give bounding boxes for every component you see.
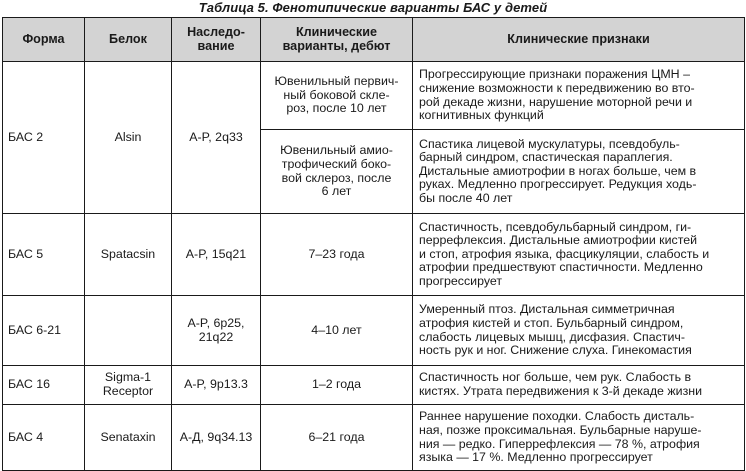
header-variants: Клинические варианты, дебют <box>261 18 413 62</box>
table-row <box>3 62 745 130</box>
cell-protein: Spatacsin <box>85 214 172 296</box>
table-row <box>3 366 745 405</box>
header-form: Форма <box>3 18 85 62</box>
cell-variant: 1–2 года <box>261 366 413 405</box>
cell-form: БАС 16 <box>3 366 85 405</box>
header-protein: Белок <box>85 18 172 62</box>
cell-protein: Senataxin <box>85 405 172 471</box>
table-row <box>3 405 745 471</box>
header-row <box>3 18 745 62</box>
cell-signs: Спастика лицевой мускулатуры, псевдобуль- барный синдром, спастическая параплегия. Дистальные амиотрофии в ногах больше, чем в руках. Медленно прогрессирует. Редукция ходь- бы после 40 лет <box>413 130 745 214</box>
header-inheritance: Наследо- вание <box>172 18 261 62</box>
cell-inheritance: A-P, 6p25, 21q22 <box>172 296 261 366</box>
cell-signs: Спастичность ног больше, чем рук. Слабость в кистях. Утрата передвижения к 3-й декаде жизни <box>413 366 745 405</box>
cell-variant: 7–23 года <box>261 214 413 296</box>
header-signs: Клинические признаки <box>413 18 745 62</box>
cell-variant: 6–21 года <box>261 405 413 471</box>
cell-form: БАС 2 <box>3 62 85 214</box>
cell-form: БАС 4 <box>3 405 85 471</box>
cell-inheritance: A-P, 15q21 <box>172 214 261 296</box>
cell-signs: Прогрессирующие признаки поражения ЦМН – снижение возможности к передвижению во вто- рой декаде жизни, нарушение моторной речи и когнитивных функций <box>413 62 745 130</box>
cell-inheritance: A-Д, 9q34.13 <box>172 405 261 471</box>
cell-signs: Раннее нарушение походки. Слабость дисталь- ная, позже проксимальная. Бульбарные наруше- ния — редко. Гиперрефлексия — 78 %, атрофия языка — 17 %. Медленно прогрессирует <box>413 405 745 471</box>
table-caption: Таблица 5. Фенотипические варианты БАС у детей <box>198 0 548 15</box>
cell-variant: Ювенильный первич- ный боковой скле- роз, после 10 лет <box>261 62 413 130</box>
cell-protein: Alsin <box>85 62 172 214</box>
cell-inheritance: A-P, 2q33 <box>172 62 261 214</box>
table-row <box>3 296 745 366</box>
cell-inheritance: A-P, 9p13.3 <box>172 366 261 405</box>
cell-form: БАС 6-21 <box>3 296 85 366</box>
als-phenotypes-table <box>2 17 745 471</box>
cell-form: БАС 5 <box>3 214 85 296</box>
cell-variant: 4–10 лет <box>261 296 413 366</box>
cell-signs: Спастичность, псевдобульбарный синдром, ги- перрефлексия. Дистальные амиотрофии кистей и стоп, атрофия языка, фасцикуляции, слабость и атрофии предшествуют спастичности. Медленно прогрессирует <box>413 214 745 296</box>
cell-signs: Умеренный птоз. Дистальная симметричная атрофия кистей и стоп. Бульбарный синдром, слабость лицевых мышц, дисфазия. Спастич- ность рук и ног. Снижение слуха. Гинекомастия <box>413 296 745 366</box>
cell-protein <box>85 296 172 366</box>
table-row <box>3 214 745 296</box>
cell-variant: Ювенильный амио- трофический боко- вой склероз, после 6 лет <box>261 130 413 214</box>
cell-protein: Sigma-1 Receptor <box>85 366 172 405</box>
